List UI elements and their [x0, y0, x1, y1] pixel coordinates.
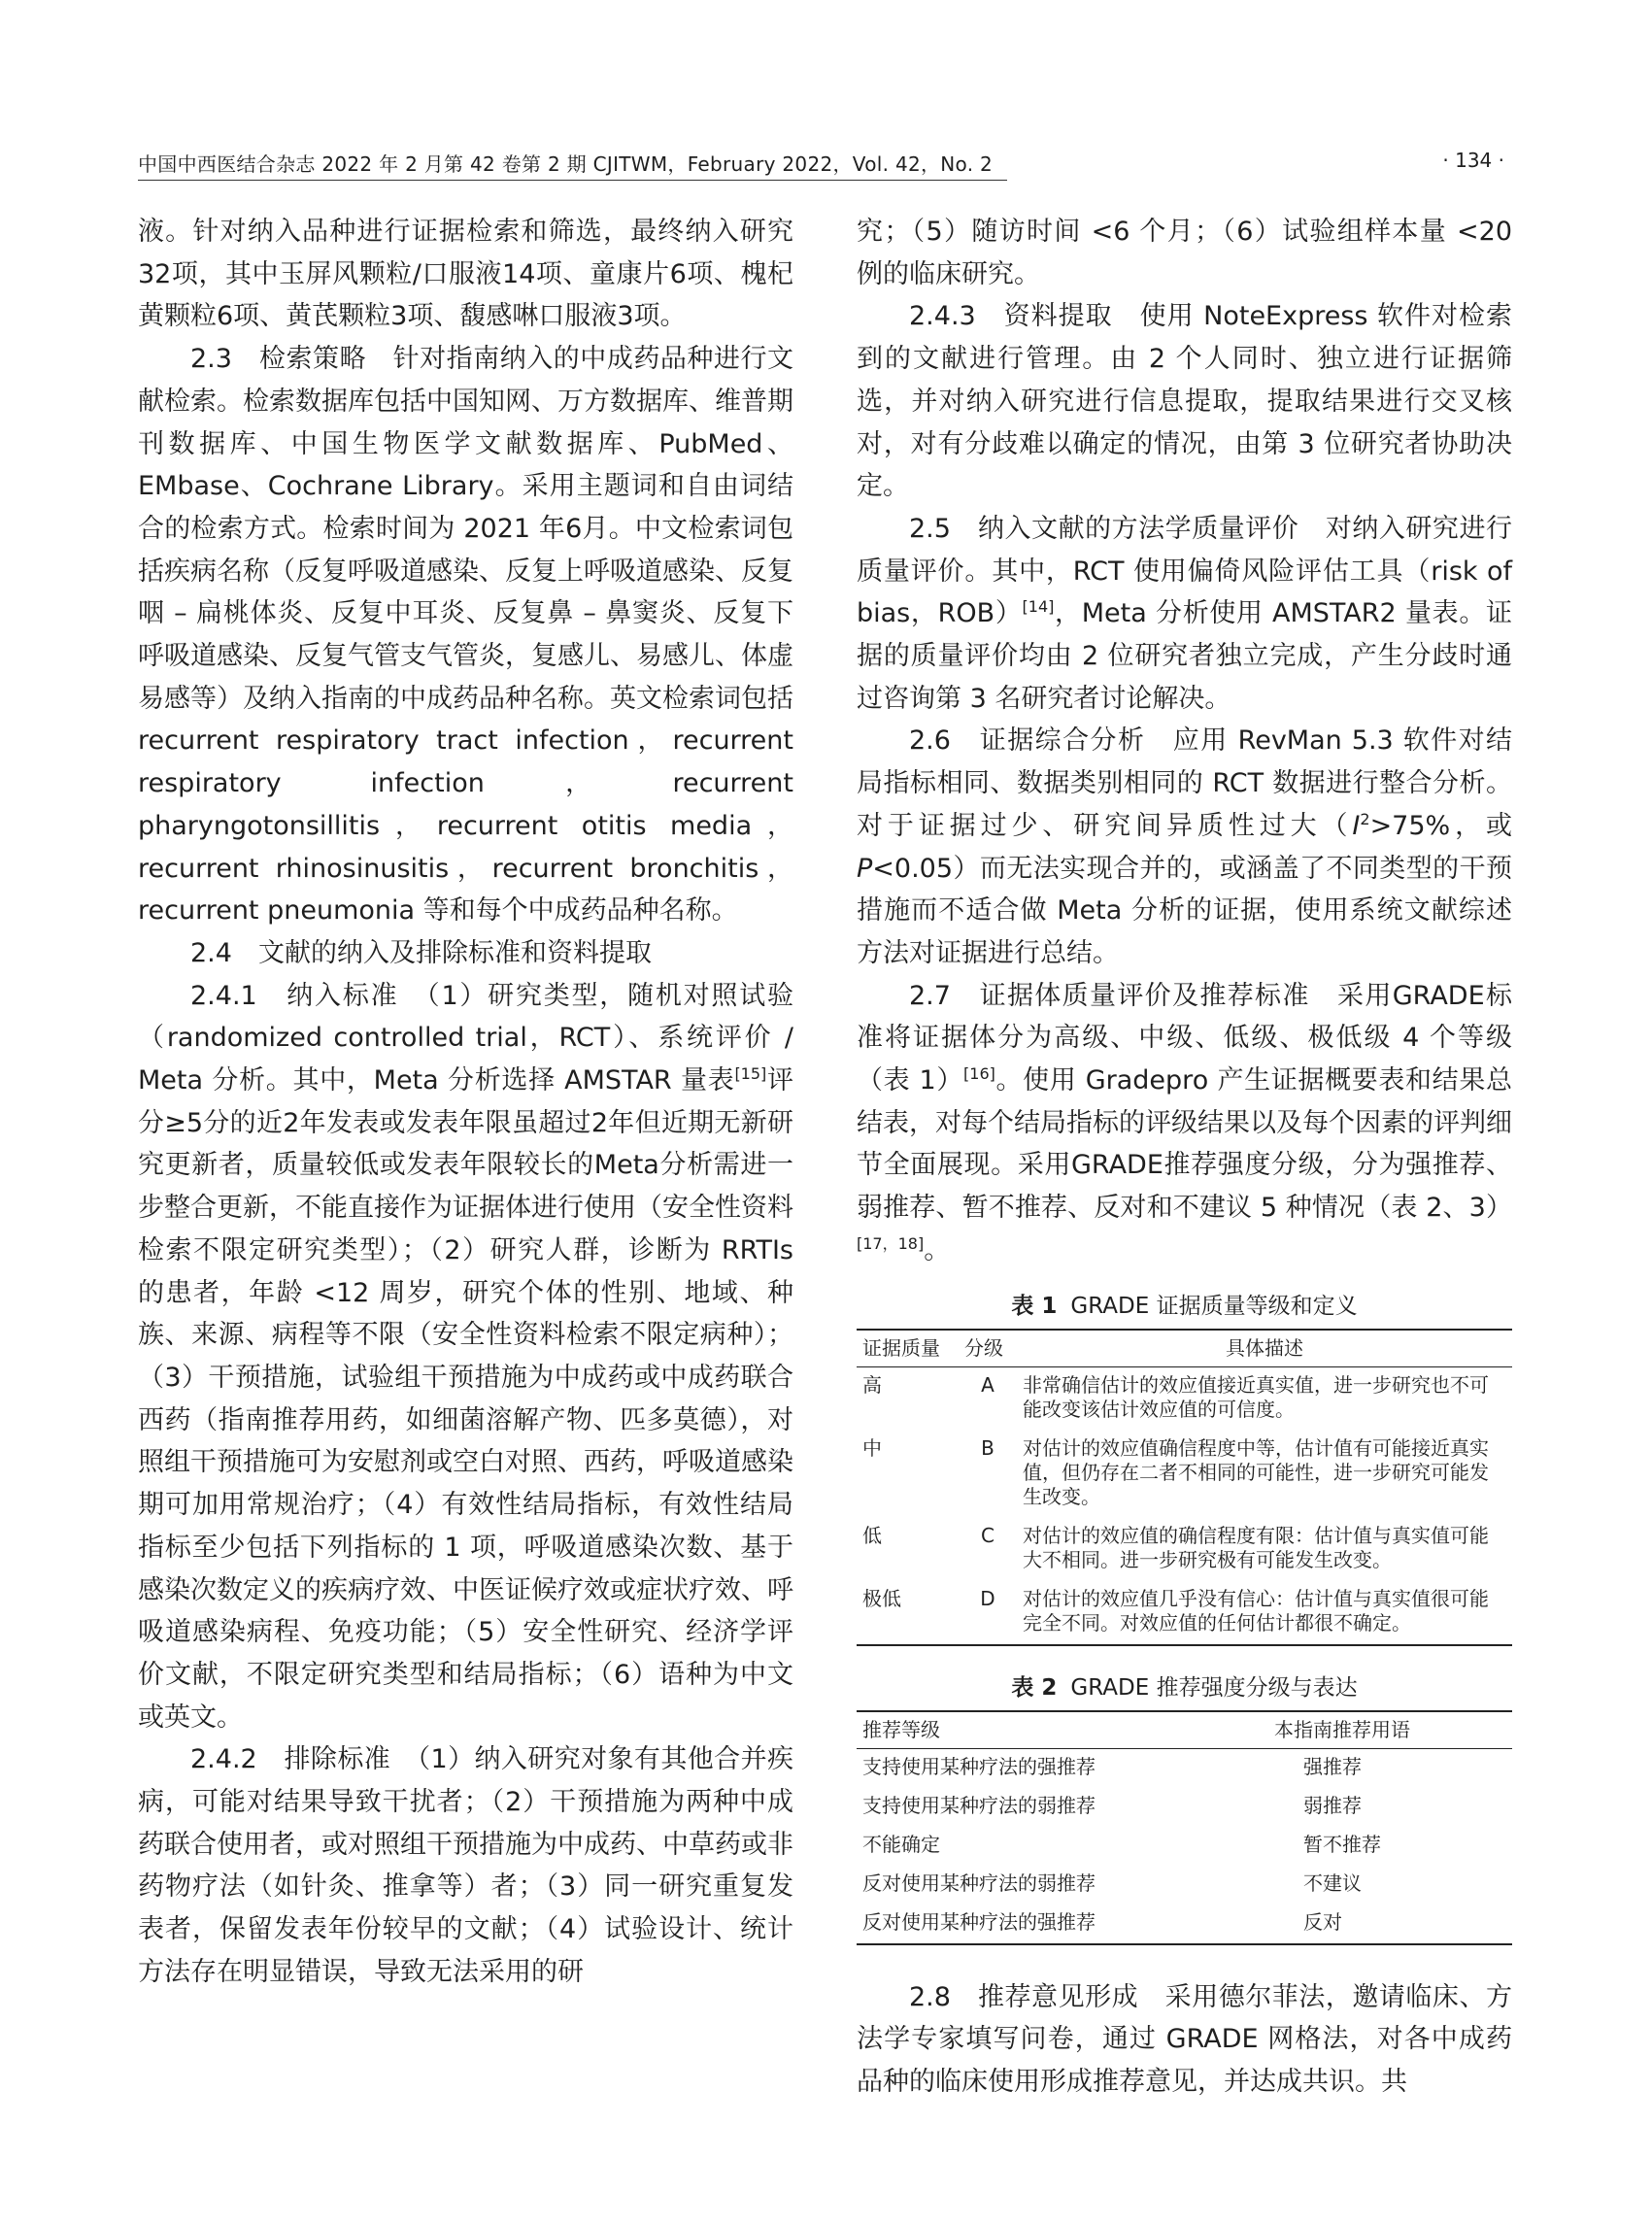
table-1-caption: 表 1 GRADE 证据质量等级和定义	[1011, 1293, 1358, 1319]
journal-citation: 中国中西医结合杂志 2022 年 2 月第 42 卷第 2 期 CJITWM，February 2022，Vol. 42，No. 2	[138, 152, 994, 176]
table-header-row	[857, 1330, 1512, 1367]
citation-15: [15]	[734, 1064, 767, 1084]
section-2-5-quality-evaluation: 2.5 纳入文献的方法学质量评价 对纳入研究进行质量评价。其中，RCT 使用偏倚风险评估工具（risk of bias，ROB）[14]，Meta 分析使用 AMSTAR2 量表。证据的质量评价均由 2 位研究者独立完成，产生分歧时通过咨询第 3 名研究者讨论解决。	[857, 513, 1512, 714]
table-row: 反对使用某种疗法的弱推荐 不建议	[862, 1871, 1362, 1895]
table-2-grade-recommendation	[857, 1710, 1512, 1945]
table-row: 低 C 对估计的效应值的确信程度有限：估计值与真实值可能大不相同。进一步研究极有可能发生改变。	[862, 1523, 1489, 1571]
column-header: 证据质量	[857, 1330, 959, 1367]
table-2-caption: 表 2 GRADE 推荐强度分级与表达	[1011, 1674, 1358, 1701]
section-2-6-evidence-synthesis: 2.6 证据综合分析 应用 RevMan 5.3 软件对结局指标相同、数据类别相同的 RCT 数据进行整合分析。对于证据过少、研究间异质性过大（$I^2>75\%$，或 P<0.05）而无法实现合并的，或涵盖了不同类型的干预措施而不适合做 Meta 分析的证据，使用系统文献综述方法对证据进行总结。	[857, 725, 1512, 968]
column-header: 推荐等级	[857, 1711, 1226, 1749]
table-row: 中 B 对估计的效应值确信程度中等，估计值有可能接近真实值，但仍存在二者不相同的可能性，进一步研究可能发生改变。	[862, 1435, 1489, 1508]
left-column	[138, 211, 793, 1994]
page-number: · 134 ·	[1442, 149, 1504, 172]
table-row: 极低 D 对估计的效应值几乎没有信心：估计值与真实值很可能完全不同。对效应值的任何估计都很不确定。	[857, 1581, 1512, 1645]
table-row: 反对使用某种疗法的强推荐 反对	[857, 1905, 1512, 1944]
section-2-3-search-strategy: 2.3 检索策略 针对指南纳入的中成药品种进行文献检索。检索数据库包括中国知网、万方数据库、维普期刊数据库、中国生物医学文献数据库、PubMed、EMbase、Cochrane Library。采用主题词和自由词结合的检索方式。检索时间为 2021 年6月。中文检索词包括疾病名称（反复呼吸道感染、反复上呼吸道感染、反复咽 – 扁桃体炎、反复中耳炎、反复鼻 – 鼻窦炎、反复下呼吸道感染、反复气管支气管炎，复感儿、易感儿、体虚易感等）及纳入指南的中成药品种名称。英文检索词包括 recurrent respiratory tract infection，recurrent respiratory infection，recurrent pharyngotonsillitis，recurrent otitis media，recurrent rhinosinusitis，recurrent bronchitis，recurrent pneumonia 等和每个中成药品种名称。	[138, 344, 793, 927]
table-row: 支持使用某种疗法的强推荐 强推荐	[862, 1754, 1362, 1778]
table-row: 不能确定 暂不推荐	[862, 1832, 1381, 1856]
paragraph-exclusion-continued: 究；（5）随访时间 <6 个月；（6）试验组样本量 <20 例的临床研究。	[857, 217, 1512, 289]
citation-16: [16]	[963, 1064, 995, 1084]
section-2-4-heading: 2.4 文献的纳入及排除标准和资料提取	[190, 937, 652, 968]
column-header: 具体描述	[1017, 1330, 1512, 1367]
section-2-4-3-data-extraction: 2.4.3 资料提取 使用 NoteExpress 软件对检索到的文献进行管理。由 2 个人同时、独立进行证据筛选，并对纳入研究进行信息提取，提取结果进行交叉核对，对有分歧难以确定的情况，由第 3 位研究者协助决定。	[857, 301, 1512, 502]
section-2-4-1-inclusion-criteria: 2.4.1 纳入标准 （1）研究类型，随机对照试验（randomized controlled trial，RCT）、系统评价 / Meta 分析。其中，Meta 分析选择 AMSTAR 量表[15]评分≥5分的近2年发表或发表年限虽超过2年但近期无新研究更新者，质量较低或发表年限较长的Meta分析需进一步整合更新，不能直接作为证据体进行使用（安全性资料检索不限定研究类型）；（2）研究人群，诊断为 RRTIs 的患者，年龄 <12 周岁，研究个体的性别、地域、种族、来源、病程等不限（安全性资料检索不限定病种）；（3）干预措施，试验组干预措施为中成药或中成药联合西药（指南推荐用药，如细菌溶解产物、匹多莫德），对照组干预措施可为安慰剂或空白对照、西药，呼吸道感染期可加用常规治疗；（4）有效性结局指标，有效性结局指标至少包括下列指标的 1 项，呼吸道感染次数、基于感染次数定义的疾病疗效、中医证候疗效或症状疗效、呼吸道感染病程、免疫功能；（5）安全性研究、经济学评价文献，不限定研究类型和结局指标；（6）语种为中文或英文。	[138, 980, 793, 1733]
paragraph-evidence-screening: 液。针对纳入品种进行证据检索和筛选，最终纳入研究32项，其中玉屏风颗粒/口服液14项、童康片6项、槐杞黄颗粒6项、黄芪颗粒3项、馥感啉口服液3项。	[138, 217, 793, 332]
table-row: 高 A 非常确信估计的效应值接近真实值，进一步研究也不可能改变该估计效应值的可信度。	[862, 1372, 1489, 1421]
right-column	[857, 211, 1512, 2104]
column-header: 分级	[959, 1330, 1017, 1367]
header-rule	[138, 180, 1007, 181]
column-header: 本指南推荐用语	[1226, 1711, 1512, 1749]
citation-17-18: [17，18]	[857, 1233, 925, 1253]
section-2-4-2-exclusion-criteria: 2.4.2 排除标准 （1）纳入研究对象有其他合并疾病，可能对结果导致干扰者；（2）干预措施为两种中成药联合使用者，或对照组干预措施为中成药、中草药或非药物疗法（如针灸、推拿等）者；（3）同一研究重复发表者，保留发表年份较早的文献；（4）试验设计、统计方法存在明显错误，导致无法采用的研	[138, 1744, 793, 1987]
table-row: 支持使用某种疗法的弱推荐 弱推荐	[862, 1793, 1362, 1817]
section-2-7-grade-standard: 2.7 证据体质量评价及推荐标准 采用GRADE标准将证据体分为高级、中级、低级、极低级 4 个等级（表 1）[16]。使用 Gradepro 产生证据概要表和结果总结表，对每个结局指标的评级结果以及每个因素的评判细节全面展现。采用GRADE推荐强度分级，分为强推荐、弱推荐、暂不推荐、反对和不建议 5 种情况（表 2、3）[17，18]。	[857, 980, 1512, 1265]
citation-14: [14]	[1022, 597, 1055, 617]
table-header-row	[857, 1711, 1512, 1749]
running-header	[138, 149, 1512, 182]
section-2-8-recommendation-formation: 2.8 推荐意见形成 采用德尔菲法，邀请临床、方法学专家填写问卷，通过 GRADE 网格法，对各中成药品种的临床使用形成推荐意见，并达成共识。共	[857, 1981, 1512, 2097]
table-1-grade-quality	[857, 1329, 1512, 1646]
